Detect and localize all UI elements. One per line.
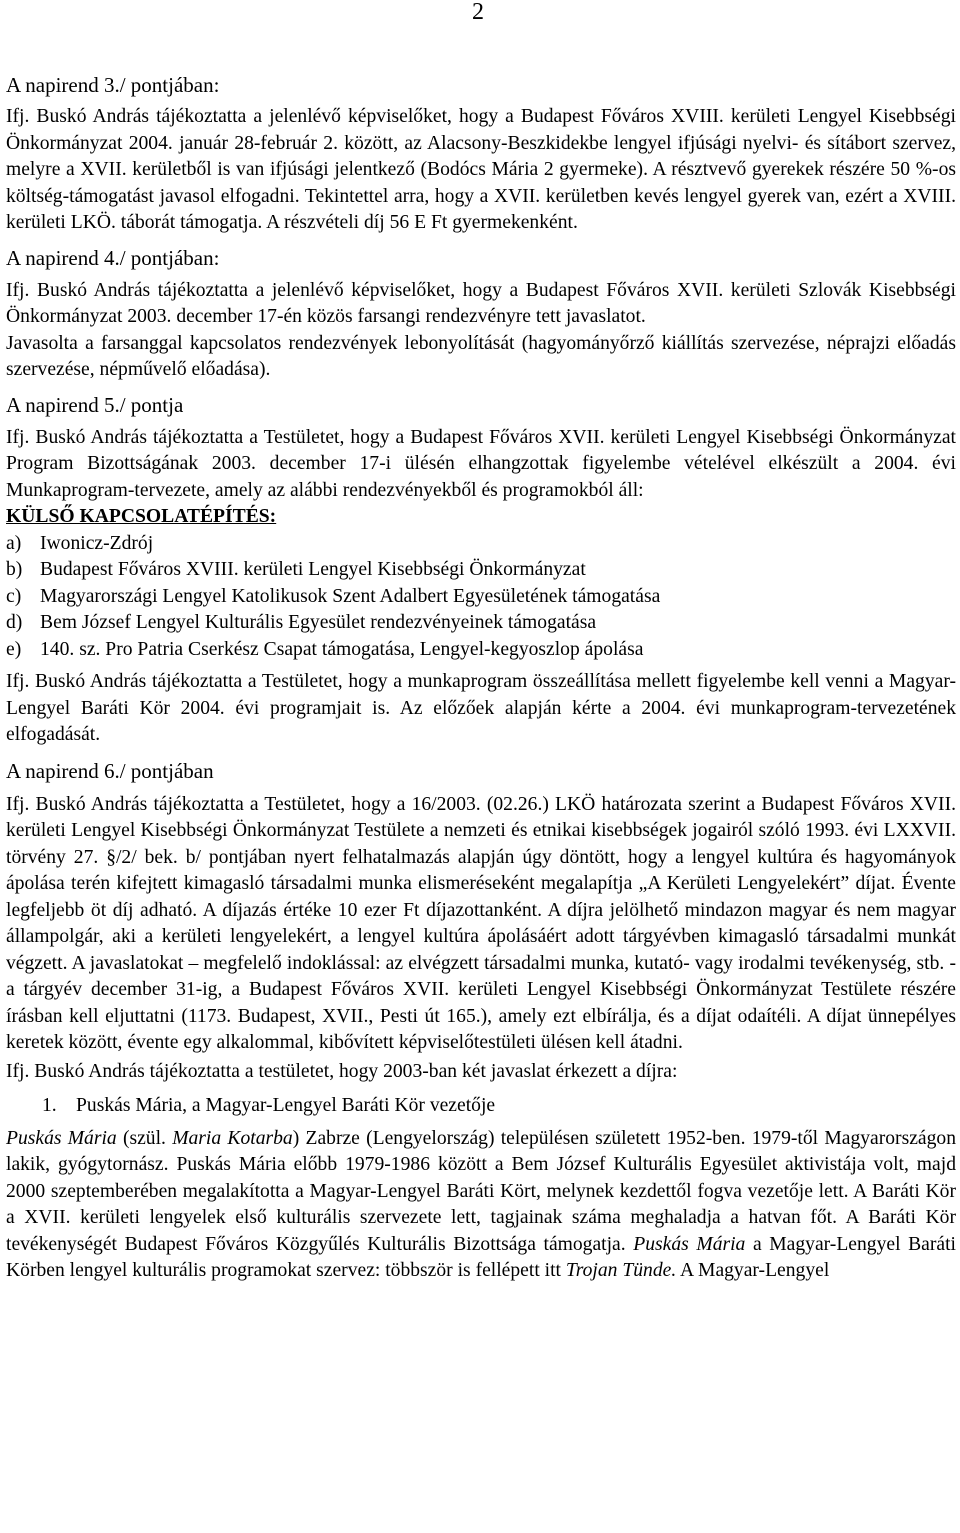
agenda-6-paragraph-2: Ifj. Buskó András tájékoztatta a testületet, hogy 2003-ban két javaslat érkezett a díjra: xyxy=(6,1060,678,1082)
agenda-5-heading: A napirend 5./ pontja xyxy=(6,392,184,417)
agenda-3-heading: A napirend 3./ pontjában: xyxy=(6,73,220,97)
list-item: c) Magyarországi Lengyel Katolikusok Szent Adalbert Egyesületének támogatása xyxy=(6,585,661,607)
nominee-list-item: 1. Puskás Mária, a Magyar-Lengyel Baráti Kör vezetője xyxy=(42,1095,496,1116)
agenda-5-paragraph-2: Ifj. Buskó András tájékoztatta a Testületet, hogy a munkaprogram összeállítása mellett figyelembe kell venni a Magyar-Lengyel Baráti Kör 2004. évi programjait is. Az előzőek alapján kérte a 2004. évi munkaprogram-tervezetének elfogadását. xyxy=(6,671,956,745)
agenda-4-heading: A napirend 4./ pontjában: xyxy=(6,245,220,270)
page-number: 2 xyxy=(472,0,484,25)
nominee-bio: Puskás Mária (szül. Maria Kotarba) Zabrze (Lengyelország) településen született 1952-ben. 1979-től Magyarországon lakik, gyógytornász. Puskás Mária előbb 1979-1986 között a Bem József Kulturális Egyesület aktivistája volt, majd 2000 szeptemberében megalakította a Magyar-Lengyel Baráti Kört, melynek kezdettől fogva vezetője lett. A Baráti Kör a XVII. kerületi lengyelek első kulturális szervezete lett, tagjainak száma meghaladja a hatvan főt. A Baráti Kör tevékenységét Budapest Főváros Közgyűlés Kulturális Bizottsága támogatja. Puskás Mária a Magyar-Lengyel Baráti Körben lengyel kulturális programokat szervez: többször is fellépett itt Trojan Tünde. A Magyar-Lengyel xyxy=(6,1127,956,1281)
list-item: b) Budapest Főváros XVIII. kerületi Lengyel Kisebbségi Önkormányzat xyxy=(6,559,586,580)
section-title: KÜLSŐ KAPCSOLATÉPÍTÉS: xyxy=(6,506,277,527)
document-body xyxy=(6,68,956,1285)
agenda-3-text: Ifj. Buskó András tájékoztatta a jelenlévő képviselőket, hogy a Budapest Főváros XVIII. kerületi Lengyel Kisebbségi Önkormányzat 2004. január 28-február 2. között, az Alacsony-Beszkidekbe lengyel ifjúsági nyelvi- és sítábort szervez, melyre a XVII. kerületből is van ifjúsági jelentkező (Bodócs Mária 2 gyermeke). A résztvevő gyerekek részére 50 %-os költség-támogatást javasol elfogadni. Tekintettel arra, hogy a XVII. kerületben kevés lengyel gyerek van, ezért a XVIII. kerületi LKÖ. táborát támogatja. A részvételi díj 56 E Ft gyermekenként. xyxy=(6,106,956,233)
list-item: d) Bem József Lengyel Kulturális Egyesület rendezvényeinek támogatása xyxy=(6,612,597,633)
list-item: a) Iwonicz-Zdrój xyxy=(6,532,154,554)
agenda-4-paragraph-1: Ifj. Buskó András tájékoztatta a jelenlévő képviselőket, hogy a Budapest Főváros XVII. kerületi Szlovák Kisebbségi Önkormányzat 2003. december 17-én közös farsangi rendezvényre tett javaslatot. xyxy=(6,279,956,327)
external-relations-list xyxy=(6,531,956,664)
agenda-4-paragraph-2: Javasolta a farsanggal kapcsolatos rendezvények lebonyolítását (hagyományőrző kiállítás szervezése, néprajzi előadás szervezése, népművelő előadása). xyxy=(6,332,956,380)
agenda-5-paragraph-1: Ifj. Buskó András tájékoztatta a Testületet, hogy a Budapest Főváros XVII. kerületi Lengyel Kisebbségi Önkormányzat Program Bizottságának 2003. december 17-i ülésén elhangzottak figyelembe vételével elkészült a 2004. évi Munkaprogram-tervezete, amely az alábbi rendezvényekből és programokból áll: xyxy=(6,426,956,501)
list-item: e) 140. sz. Pro Patria Cserkész Csapat támogatása, Lengyel-kegyoszlop ápolása xyxy=(6,638,644,660)
agenda-6-heading: A napirend 6./ pontjában xyxy=(6,758,214,783)
agenda-6-paragraph-1: Ifj. Buskó András tájékoztatta a Testületet, hogy a 16/2003. (02.26.) LKÖ határozata szerint a Budapest Főváros XVII. kerületi Lengyel Kisebbségi Önkormányzat Testülete a nemzeti és etnikai kisebbségek jogairól szóló 1993. évi LXXVII. törvény 27. §/2/ bek. b/ pontjában nyert felhatalmazás alapján úgy döntött, hogy a lengyel kultúra és hagyományok ápolása terén kifejtett kimagasló társadalmi munka elismeréseként megalapítja „A Kerületi Lengyelekért” díjat. Évente legfeljebb öt díj adható. A díjazás értéke 10 ezer Ft díjazottanként. A díjra jelölhető mindazon magyar és nem magyar állampolgár, aki a kerületi lengyelekért, a lengyel kultúra ápolásáért adott tárgyévben kimagasló társadalmi munkát végzett. A javaslatokat – megfelelő indoklással: az elvégzett társadalmi munka, kutató- vagy irodalmi tevékenység, stb. - a tárgyév december 31-ig, a Budapest Főváros XVII. kerületi Lengyel Kisebbségi Önkormányzat Testülete részére írásban kell eljuttatni (1173. Budapest, XVII., Pesti út 165.), amely ezt elbírálja, és a díjat odaítéli. A díjat ünnepélyes keretek között, évente egy alkalommal, kibővített képviselőtestületi ülésen kell átadni. xyxy=(6,793,956,1053)
